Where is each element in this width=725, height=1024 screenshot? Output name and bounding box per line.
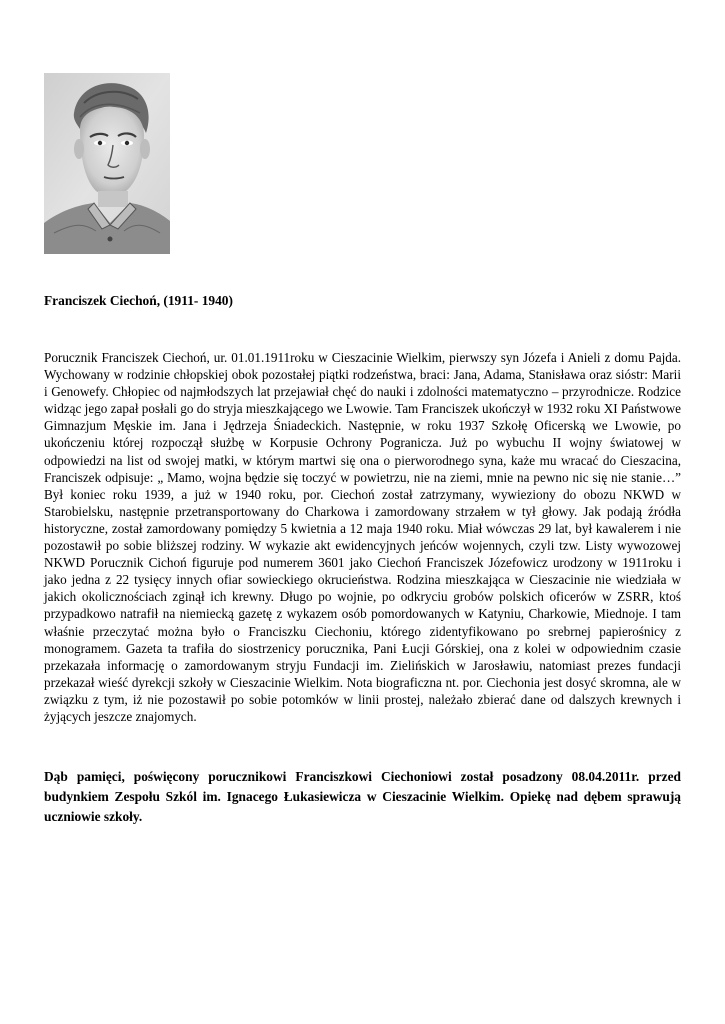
memorial-note: Dąb pamięci, poświęcony porucznikowi Franciszkowi Ciechoniowi został posadzony 08.04.2011r. przed budynkiem Zespołu Szkól im. Ignacego Łukasiewicza w Cieszacinie Wielkim. Opiekę nad dębem sprawują uczniowie szkoły. xyxy=(44,769,681,824)
biography-paragraph: Porucznik Franciszek Ciechoń, ur. 01.01.1911roku w Cieszacinie Wielkim, pierwszy syn Józefa i Anieli z domu Pajda. Wychowany w rodzinie chłopskiej obok pozostałej piątki rodzeństwa, braci: Jana, Adama, Stanisława oraz sióstr: Marii i Genowefy. Chłopiec od najmłodszych lat przejawiał chęć do nauki i zdolności matematyczno – przyrodnicze. Rodzice widząc jego zapał posłali go do stryja mieszkającego we Lwowie. Tam Franciszek ukończył w 1932 roku XI Państwowe Gimnazjum Męskie im. Jana i Jędrzeja Śniadeckich. Następnie, w roku 1937 Szkołę Oficerską we Lwowie, po ukończeniu której rozpoczął służbę w Korpusie Ochrony Pogranicza. Już po wybuchu II wojny światowej w odpowiedzi na list od swojej matki, w którym martwi się ona o pierworodnego syna, każe mu wracać do Cieszacina, Franciszek odpisuje: „ Mamo, wojna będzie się toczyć w powietrzu, nie na ziemi, mnie na pewno nic się nie stanie…” Był koniec roku 1939, a już w 1940 roku, por. Ciechoń został zatrzymany, wywieziony do obozu NKWD w Starobielsku, następnie przetransportowany do Charkowa i zamordowany strzałem w tył głowy. Jak podają źródła historyczne, został zamordowany pomiędzy 5 kwietnia a 12 maja 1940 roku. Miał wówczas 29 lat, był kawalerem i nie pozostawił po sobie bliższej rodziny. W wykazie akt ewidencyjnych jeńców wojennych, czyli tzw. Listy wywozowej NKWD Porucznik Cichoń figuruje pod numerem 3601 jako Ciechoń Franciszek Józefowicz urodzony w 1911roku i jako jedna z 22 tysięcy innych ofiar sowieckiego okrucieństwa. Rodzina mieszkająca w Cieszacinie nie wiedziała w jakich okolicznościach zginął ich krewny. Długo po wojnie, po odkryciu grobów polskich oficerów w ZSRR, ktoś przypadkowo natrafił na niemiecką gazetę z wykazem osób pomordowanych w Katyniu, Charkowie, Miednoje. I tam właśnie przeczytać można było o Franciszku Ciechoniu, którego zidentyfikowano po srebrnej papierośnicy z monogramem. Gazeta ta trafiła do siostrzenicy porucznika, Pani Łucji Górskiej, ona z kolei w odpowiednim czasie przekazała informację o zamordowanym stryju Fundacji im. Zielińskich w Jarosławiu, natomiast prezes fundacji przekazał wieść dyrekcji szkoły w Cieszacinie Wielkim. Nota biograficzna nt. por. Ciechonia jest dosyć skromna, ale w związku z tym, iż nie pozostawił po sobie potomków w linii prostej, należało zbierać dane od dalszych krewnych i żyjących jeszcze znajomych. xyxy=(44,350,681,724)
portrait-drawing xyxy=(44,73,170,254)
page-title: Franciszek Ciechoń, (1911- 1940) xyxy=(44,293,233,308)
portrait-sketch xyxy=(44,73,170,254)
